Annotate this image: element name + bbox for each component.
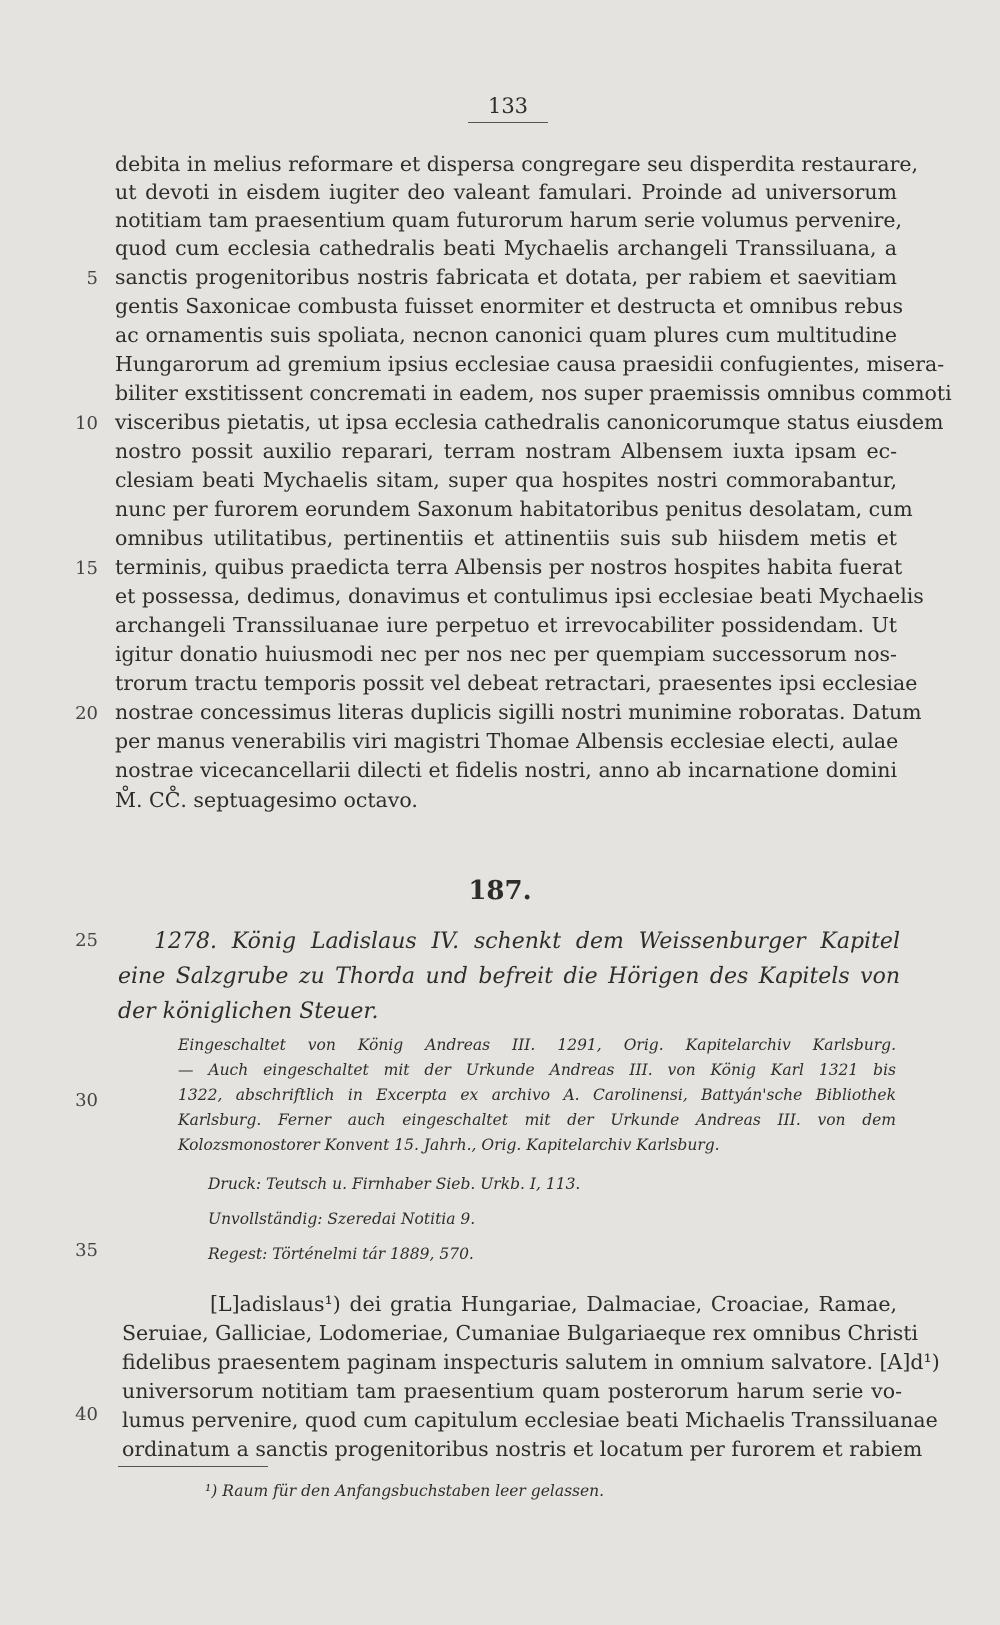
text-line: M̊. CC̊. septuagesimo octavo. <box>115 788 418 812</box>
line-number: 5 <box>86 268 98 289</box>
line-number: 10 <box>75 413 98 434</box>
text-line: Seruiae, Galliciae, Lodomeriae, Cumaniae Bulgariaeque rex omnibus Christi <box>122 1321 919 1345</box>
regest-text: König Ladislaus IV. schenkt dem Weissenburger Kapitel <box>231 929 900 954</box>
text-line: ordinatum a sanctis progenitoribus nostris et locatum per furorem et rabiem <box>122 1437 923 1461</box>
line-number: 15 <box>75 558 98 579</box>
text-line: archangeli Transsiluanae iure perpetuo et irrevocabiliter possidendam. Ut <box>115 613 897 637</box>
text-line: debita in melius reformare et dispersa congregare seu disperdita restaurare, <box>115 152 919 176</box>
source-line: Karlsburg. Ferner auch eingeschaltet mit der Urkunde Andreas III. von dem <box>178 1111 896 1129</box>
text-line: nostrae concessimus literas duplicis sigilli nostri munimine roboratas. Datum <box>115 700 922 724</box>
regest-reference: Regest: Történelmi tár 1889, 570. <box>208 1245 474 1263</box>
text-line: Hungarorum ad gremium ipsius ecclesiae causa praesidii confugientes, misera- <box>115 352 945 376</box>
regest-line <box>118 924 900 959</box>
text-line: et possessa, dedimus, donavimus et contulimus ipsi ecclesiae beati Mychaelis <box>115 584 924 608</box>
print-reference: Druck: Teutsch u. Firnhaber Sieb. Urkb. I, 113. <box>208 1175 581 1193</box>
line-number: 30 <box>75 1090 98 1111</box>
source-line: — Auch eingeschaltet mit der Urkunde Andreas III. von König Karl 1321 bis <box>178 1061 896 1079</box>
source-line: 1322, abschriftlich in Excerpta ex archivo A. Carolinensi, Battyán'sche Bibliothek <box>178 1086 896 1104</box>
text-line: ac ornamentis suis spoliata, necnon canonici quam plures cum multitudine <box>115 323 897 347</box>
line-number: 35 <box>75 1240 98 1261</box>
text-line: clesiam beati Mychaelis sitam, super qua hospites nostri commorabantur, <box>115 468 897 492</box>
text-line: universorum notitiam tam praesentium quam posterorum harum serie vo- <box>122 1379 902 1403</box>
regest-line: der königlichen Steuer. <box>118 999 379 1024</box>
page-number: 133 <box>468 94 548 123</box>
text-line: igitur donatio huiusmodi nec per nos nec per quempiam successorum nos- <box>115 642 897 666</box>
regest-year: 1278. <box>154 929 217 954</box>
footnote: ¹) Raum für den Anfangsbuchstaben leer gelassen. <box>205 1482 605 1500</box>
text-line: omnibus utilitatibus, pertinentiis et attinentiis suis sub hiisdem metis et <box>115 526 897 550</box>
text-line: sanctis progenitoribus nostris fabricata et dotata, per rabiem et saevitiam <box>115 265 897 289</box>
text-line: quod cum ecclesia cathedralis beati Mychaelis archangeli Transsiluana, a <box>115 236 897 260</box>
source-line: Eingeschaltet von König Andreas III. 1291, Orig. Kapitelarchiv Karlsburg. <box>178 1036 896 1054</box>
regest-line: eine Salzgrube zu Thorda und befreit die Hörigen des Kapitels von <box>118 964 900 989</box>
footnote-divider <box>118 1466 268 1467</box>
source-line: Kolozsmonostorer Konvent 15. Jahrh., Orig. Kapitelarchiv Karlsburg. <box>178 1136 720 1154</box>
text-line: ut devoti in eisdem iugiter deo valeant famulari. Proinde ad universorum <box>115 180 897 204</box>
line-number: 20 <box>75 703 98 724</box>
text-line: notitiam tam praesentium quam futurorum harum serie volumus pervenire, <box>115 208 903 232</box>
text-line: per manus venerabilis viri magistri Thomae Albensis ecclesiae electi, aulae <box>115 729 899 753</box>
incomplete-reference: Unvollständig: Szeredai Notitia 9. <box>208 1210 476 1228</box>
text-line: nostrae vicecancellarii dilecti et fidelis nostri, anno ab incarnatione domini <box>115 758 897 782</box>
text-line: lumus pervenire, quod cum capitulum ecclesiae beati Michaelis Transsiluanae <box>122 1408 938 1432</box>
text-line: gentis Saxonicae combusta fuisset enormiter et destructa et omnibus rebus <box>115 294 904 318</box>
text-line: nostro possit auxilio reparari, terram nostram Albensem iuxta ipsam ec- <box>115 439 897 463</box>
text-line: [L]adislaus¹) dei gratia Hungariae, Dalmaciae, Croaciae, Ramae, <box>210 1292 897 1316</box>
text-line: terminis, quibus praedicta terra Albensis per nostros hospites habita fuerat <box>115 555 903 579</box>
line-number: 25 <box>75 930 98 951</box>
text-line: trorum tractu temporis possit vel debeat retractari, praesentes ipsi ecclesiae <box>115 671 918 695</box>
text-line: visceribus pietatis, ut ipsa ecclesia cathedralis canonicorumque status eiusdem <box>115 410 944 434</box>
text-line: biliter exstitissent concremati in eadem, nos super praemissis omnibus commoti <box>115 381 952 405</box>
text-line: fidelibus praesentem paginam inspecturis salutem in omnium salvatore. [A]d¹) <box>122 1350 940 1374</box>
line-number: 40 <box>75 1404 98 1425</box>
text-line: nunc per furorem eorundem Saxonum habitatoribus penitus desolatam, cum <box>115 497 913 521</box>
document-number: 187. <box>468 876 532 906</box>
